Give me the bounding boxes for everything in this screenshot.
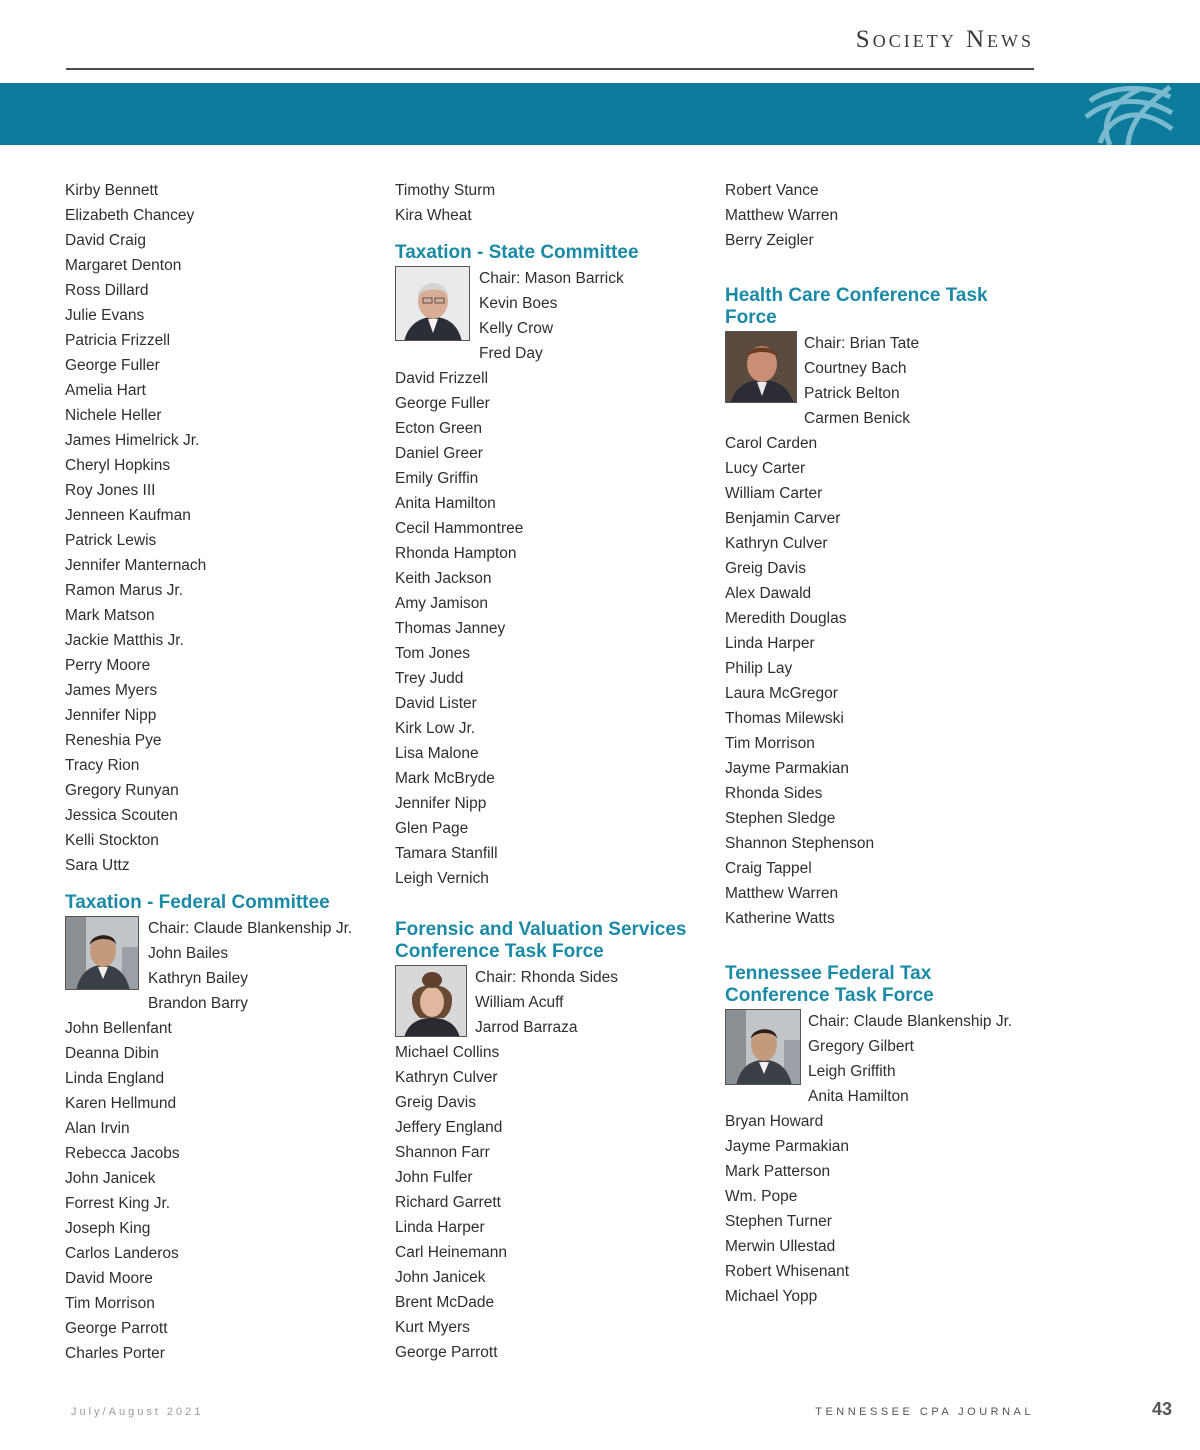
column-2: [395, 178, 715, 1365]
committee-heading-line: Force: [725, 307, 777, 328]
member-list: [65, 178, 385, 878]
header-divider: [66, 68, 1034, 70]
member-name: Carmen Benick: [804, 410, 910, 427]
member-name: George Fuller: [65, 357, 160, 374]
member-name: Ross Dillard: [65, 282, 149, 299]
member-list: [395, 178, 715, 228]
member-name: Chair: Claude Blankenship Jr.: [808, 1013, 1013, 1030]
committee-member-list: [725, 431, 1045, 931]
member-name: Linda Harper: [395, 1219, 485, 1236]
member-name: Stephen Sledge: [725, 810, 836, 827]
member-name: Nichele Heller: [65, 407, 162, 424]
member-name: Roy Jones III: [65, 482, 156, 499]
committee-heading-line: Forensic and Valuation Services: [395, 919, 687, 940]
committee-member-list: [395, 366, 715, 891]
member-name: Leigh Vernich: [395, 870, 489, 887]
member-name: Jennifer Nipp: [395, 795, 487, 812]
member-name: David Lister: [395, 695, 477, 712]
member-name: Forrest King Jr.: [65, 1195, 171, 1212]
member-name: Greig Davis: [395, 1094, 476, 1111]
member-name: Richard Garrett: [395, 1194, 501, 1211]
member-name: Brandon Barry: [148, 995, 248, 1012]
committee-heading-line: Conference Task Force: [725, 985, 934, 1006]
member-name: Mark McBryde: [395, 770, 495, 787]
member-name: John Fulfer: [395, 1169, 473, 1186]
member-name: Jarrod Barraza: [475, 1019, 578, 1036]
member-name: Rhonda Hampton: [395, 545, 517, 562]
column-1: [65, 178, 385, 1366]
member-name: Anita Hamilton: [395, 495, 496, 512]
journal-name: TENNESSEE CPA JOURNAL: [815, 1406, 1034, 1418]
member-name: Julie Evans: [65, 307, 145, 324]
committee-heading: Taxation - State Committee: [395, 242, 639, 263]
member-name: George Parrott: [65, 1320, 168, 1337]
member-name: Keith Jackson: [395, 570, 492, 587]
member-name: Katherine Watts: [725, 910, 835, 927]
member-name: Jennifer Nipp: [65, 707, 157, 724]
member-name: Patrick Lewis: [65, 532, 157, 549]
society-logo-icon: [1080, 83, 1176, 145]
member-name: Alex Dawald: [725, 585, 812, 602]
committee-member-list: [725, 1109, 1045, 1309]
member-name: Brent McDade: [395, 1294, 495, 1311]
member-name: Kira Wheat: [395, 207, 472, 224]
committee-chair-block: [725, 1009, 1045, 1109]
member-name: Thomas Janney: [395, 620, 506, 637]
member-name: John Janicek: [65, 1170, 156, 1187]
member-name: Charles Porter: [65, 1345, 165, 1362]
member-name: Jayme Parmakian: [725, 760, 850, 777]
member-name: Jackie Matthis Jr.: [65, 632, 184, 649]
member-name: William Carter: [725, 485, 823, 502]
column-3: [725, 178, 1045, 1309]
member-name: Gregory Gilbert: [808, 1038, 914, 1055]
member-name: Tim Morrison: [725, 735, 815, 752]
member-name: Patricia Frizzell: [65, 332, 171, 349]
issue-date: July/August 2021: [71, 1406, 204, 1418]
member-name: Robert Whisenant: [725, 1263, 850, 1280]
member-name: Tom Jones: [395, 645, 470, 662]
member-name: Carol Carden: [725, 435, 818, 452]
member-name: Laura McGregor: [725, 685, 838, 702]
committee-member-list: [395, 1040, 715, 1365]
member-name: Meredith Douglas: [725, 610, 847, 627]
member-name: Michael Collins: [395, 1044, 500, 1061]
member-name: Lisa Malone: [395, 745, 479, 762]
member-name: Gregory Runyan: [65, 782, 179, 799]
member-name: Jeffery England: [395, 1119, 503, 1136]
member-name: Glen Page: [395, 820, 469, 837]
member-name: David Craig: [65, 232, 146, 249]
section-title: Society News: [855, 26, 1034, 53]
member-name: Reneshia Pye: [65, 732, 162, 749]
committee-chair-block: [725, 331, 1045, 431]
committee-member-list: [65, 1016, 385, 1366]
member-name: Kelli Stockton: [65, 832, 159, 849]
member-name: Shannon Stephenson: [725, 835, 875, 852]
member-name: Jenneen Kaufman: [65, 507, 191, 524]
member-name: Chair: Brian Tate: [804, 335, 920, 352]
committee-heading: [395, 919, 715, 963]
committee-chair-block: [395, 965, 715, 1040]
committee-heading-line: Conference Task Force: [395, 941, 604, 962]
member-name: Michael Yopp: [725, 1288, 818, 1305]
member-name: Rebecca Jacobs: [65, 1145, 180, 1162]
member-name: Bryan Howard: [725, 1113, 824, 1130]
member-name: David Moore: [65, 1270, 153, 1287]
chair-photo: [725, 331, 797, 403]
member-name: Kurt Myers: [395, 1319, 470, 1336]
member-name: George Parrott: [395, 1344, 498, 1361]
member-name: Trey Judd: [395, 670, 464, 687]
member-name: Jayme Parmakian: [725, 1138, 850, 1155]
member-name: Stephen Turner: [725, 1213, 832, 1230]
member-name: Patrick Belton: [804, 385, 900, 402]
chair-member-list: [475, 965, 715, 1040]
member-name: Lucy Carter: [725, 460, 806, 477]
member-name: William Acuff: [475, 994, 564, 1011]
member-name: James Myers: [65, 682, 158, 699]
member-name: Linda Harper: [725, 635, 815, 652]
chair-photo: [395, 266, 470, 341]
member-name: Deanna Dibin: [65, 1045, 159, 1062]
member-name: Ecton Green: [395, 420, 483, 437]
member-name: Amelia Hart: [65, 382, 146, 399]
member-name: Emily Griffin: [395, 470, 479, 487]
member-name: Jessica Scouten: [65, 807, 178, 824]
member-name: Cheryl Hopkins: [65, 457, 171, 474]
member-name: Philip Lay: [725, 660, 793, 677]
member-name: Ramon Marus Jr.: [65, 582, 184, 599]
member-name: Courtney Bach: [804, 360, 907, 377]
committee-heading: [725, 963, 1045, 1007]
member-name: John Janicek: [395, 1269, 486, 1286]
member-name: John Bellenfant: [65, 1020, 172, 1037]
member-name: Mark Matson: [65, 607, 155, 624]
member-name: Jennifer Manternach: [65, 557, 207, 574]
member-name: Craig Tappel: [725, 860, 812, 877]
member-name: Amy Jamison: [395, 595, 489, 612]
member-name: Kathryn Culver: [395, 1069, 498, 1086]
member-name: James Himelrick Jr.: [65, 432, 200, 449]
member-name: Tracy Rion: [65, 757, 140, 774]
member-name: Kelly Crow: [479, 320, 554, 337]
member-name: Benjamin Carver: [725, 510, 841, 527]
member-name: Kathryn Bailey: [148, 970, 248, 987]
member-name: Thomas Milewski: [725, 710, 844, 727]
committee-heading: [725, 285, 1045, 329]
chair-member-list: [479, 266, 715, 366]
member-name: Chair: Mason Barrick: [479, 270, 624, 287]
member-name: Leigh Griffith: [808, 1063, 896, 1080]
member-name: Greig Davis: [725, 560, 806, 577]
chair-member-list: [808, 1009, 1045, 1109]
member-name: Kirby Bennett: [65, 182, 159, 199]
chair-photo: [725, 1009, 801, 1085]
member-name: Joseph King: [65, 1220, 151, 1237]
chair-photo: [395, 965, 467, 1037]
member-name: Chair: Rhonda Sides: [475, 969, 619, 986]
member-name: Wm. Pope: [725, 1188, 798, 1205]
member-name: Elizabeth Chancey: [65, 207, 195, 224]
member-name: Shannon Farr: [395, 1144, 490, 1161]
chair-member-list: [148, 916, 385, 1016]
member-name: Berry Zeigler: [725, 232, 814, 249]
committee-heading-line: Tennessee Federal Tax: [725, 963, 932, 984]
header-band: [0, 83, 1200, 145]
member-name: Timothy Sturm: [395, 182, 496, 199]
member-name: Rhonda Sides: [725, 785, 823, 802]
member-name: Cecil Hammontree: [395, 520, 524, 537]
member-name: Matthew Warren: [725, 885, 839, 902]
member-name: Daniel Greer: [395, 445, 483, 462]
page-number: 43: [1151, 1399, 1172, 1419]
member-name: Kevin Boes: [479, 295, 558, 312]
committee-heading-line: Health Care Conference Task: [725, 285, 988, 306]
member-name: Kathryn Culver: [725, 535, 828, 552]
member-name: Anita Hamilton: [808, 1088, 909, 1105]
member-name: Perry Moore: [65, 657, 151, 674]
member-name: Mark Patterson: [725, 1163, 831, 1180]
member-name: Sara Uttz: [65, 857, 130, 874]
member-name: Linda England: [65, 1070, 165, 1087]
member-list: [725, 178, 1045, 253]
member-name: Carl Heinemann: [395, 1244, 507, 1261]
member-name: Chair: Claude Blankenship Jr.: [148, 920, 353, 937]
chair-member-list: [804, 331, 1045, 431]
member-name: Tamara Stanfill: [395, 845, 498, 862]
member-name: Tim Morrison: [65, 1295, 155, 1312]
member-name: Carlos Landeros: [65, 1245, 179, 1262]
member-name: Margaret Denton: [65, 257, 182, 274]
member-name: Merwin Ullestad: [725, 1238, 836, 1255]
member-name: David Frizzell: [395, 370, 489, 387]
committee-chair-block: [65, 916, 385, 1016]
member-name: Robert Vance: [725, 182, 819, 199]
member-name: Alan Irvin: [65, 1120, 130, 1137]
member-name: Matthew Warren: [725, 207, 839, 224]
committee-heading: Taxation - Federal Committee: [65, 892, 330, 913]
member-name: Karen Hellmund: [65, 1095, 177, 1112]
member-name: Fred Day: [479, 345, 543, 362]
member-name: Kirk Low Jr.: [395, 720, 476, 737]
chair-photo: [65, 916, 139, 990]
committee-chair-block: [395, 266, 715, 366]
member-name: George Fuller: [395, 395, 490, 412]
member-name: John Bailes: [148, 945, 229, 962]
